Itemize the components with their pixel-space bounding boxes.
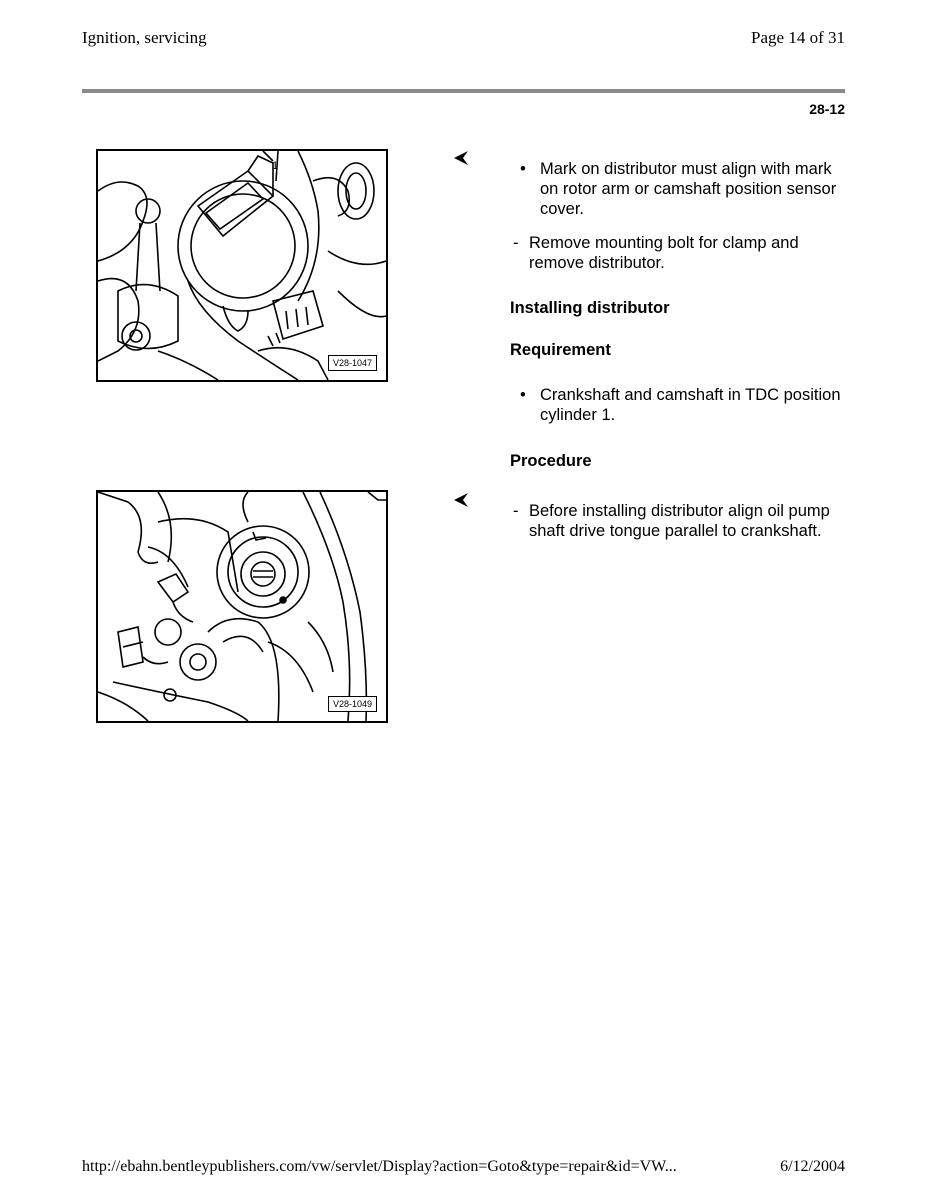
- figure-oil-pump-drive: [96, 490, 388, 723]
- footer-date: 6/12/2004: [780, 1158, 845, 1175]
- step-align-oil-pump: - Before installing distributor align oil pump shaft drive tongue parallel to crankshaft.: [511, 501, 849, 541]
- oil-pump-illustration: [98, 492, 386, 721]
- header-title: Ignition, servicing: [82, 28, 207, 47]
- distributor-illustration: [98, 151, 386, 380]
- heading-requirement: Requirement: [510, 341, 611, 359]
- section-code: 28-12: [809, 101, 845, 117]
- bullet-requirement-tdc: • Crankshaft and camshaft in TDC position cylinder 1.: [520, 385, 850, 425]
- bullet-alignment-note: • Mark on distributor must align with mark on rotor arm or camshaft position sensor cover.: [520, 159, 850, 219]
- step-remove-distributor: - Remove mounting bolt for clamp and remove distributor.: [511, 233, 849, 273]
- figure-id-label: V28-1049: [328, 696, 377, 712]
- figure-id-label: V28-1047: [328, 355, 377, 371]
- callout-number: 1: [272, 160, 279, 172]
- page-number: Page 14 of 31: [751, 28, 845, 47]
- heading-procedure: Procedure: [510, 452, 592, 470]
- pointer-arrow-icon: [452, 492, 470, 508]
- figure-distributor-alignment: [96, 149, 388, 382]
- pointer-arrow-icon: [452, 150, 470, 166]
- heading-installing-distributor: Installing distributor: [510, 299, 670, 317]
- footer-url: http://ebahn.bentleypublishers.com/vw/servlet/Display?action=Goto&type=repair&id=VW...: [82, 1158, 677, 1175]
- header-divider: [82, 89, 845, 93]
